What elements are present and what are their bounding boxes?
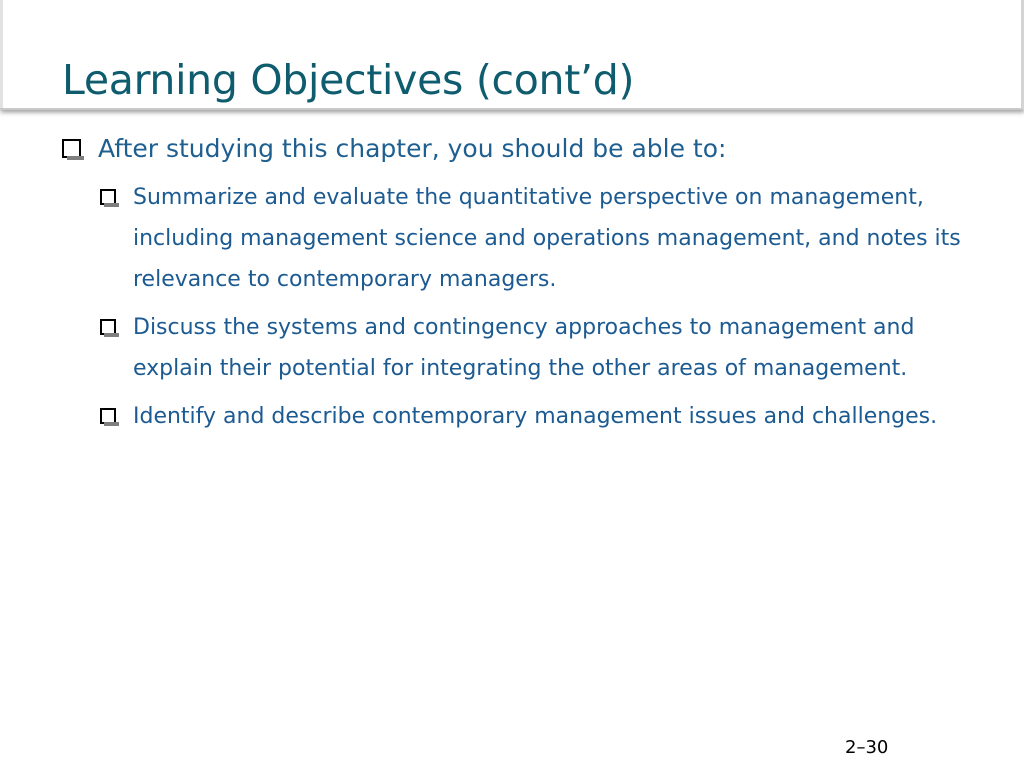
objective-item-3 bbox=[100, 396, 983, 437]
objective-item-1 bbox=[100, 177, 983, 300]
slide-title: Learning Objectives (cont’d) bbox=[62, 56, 635, 104]
checkbox-bullet-icon bbox=[100, 408, 116, 424]
objective-item-2 bbox=[100, 307, 983, 389]
objective-item-text: Summarize and evaluate the quantitative perspective on management, including management science and operations management, and notes its relevance to contemporary managers. bbox=[133, 185, 961, 292]
checkbox-bullet-icon bbox=[62, 139, 81, 158]
checkbox-bullet-icon bbox=[100, 319, 116, 335]
slide-number: 2–30 bbox=[845, 737, 889, 758]
objectives-intro bbox=[62, 126, 982, 172]
objectives-list bbox=[62, 126, 982, 444]
objectives-intro-text: After studying this chapter, you should be able to: bbox=[98, 134, 727, 163]
objective-item-text: Identify and describe contemporary management issues and challenges. bbox=[133, 404, 938, 429]
objective-item-text: Discuss the systems and contingency approaches to management and explain their potential for integrating the other areas of management. bbox=[133, 315, 915, 381]
checkbox-bullet-icon bbox=[100, 189, 116, 205]
